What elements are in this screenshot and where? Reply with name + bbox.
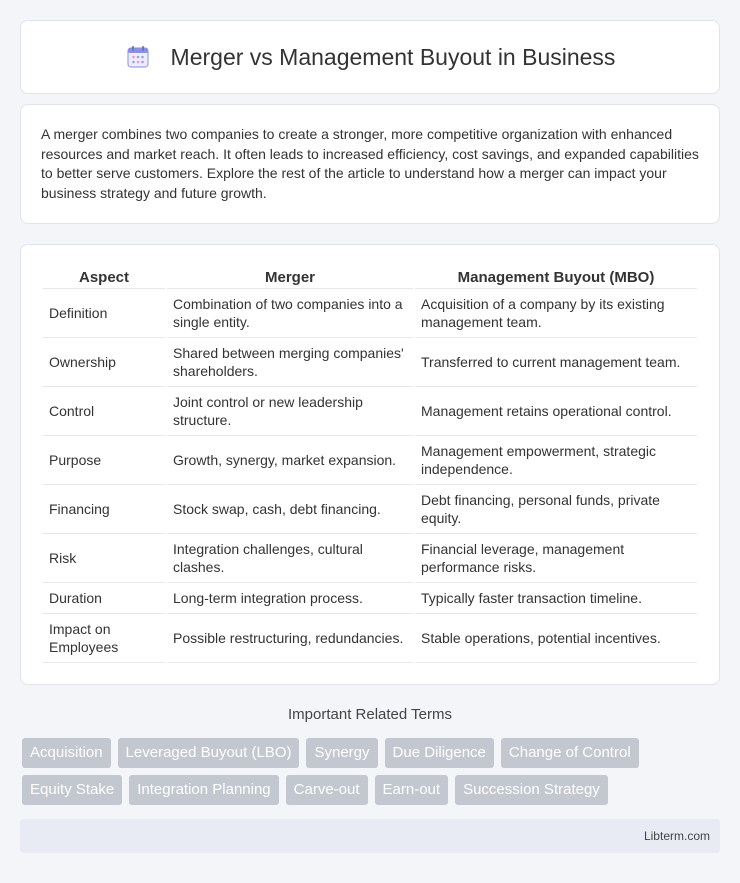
cell-aspect: Control [43, 387, 165, 436]
cell-aspect: Purpose [43, 436, 165, 485]
footer-brand-link[interactable]: Libterm.com [643, 829, 710, 843]
table-row [43, 534, 697, 583]
cell-mbo: Debt financing, personal funds, private equity. [415, 485, 697, 534]
table-row [43, 583, 697, 614]
related-term-tag[interactable]: Synergy [306, 738, 377, 768]
related-term-tag[interactable]: Earn-out [375, 775, 449, 805]
related-terms-heading: Important Related Terms [288, 706, 452, 723]
table-row [43, 289, 697, 338]
header-mbo: Management Buyout (MBO) [415, 265, 697, 289]
cell-merger: Possible restructuring, redundancies. [167, 614, 413, 663]
cell-mbo: Transferred to current management team. [415, 338, 697, 387]
table-row [43, 485, 697, 534]
related-term-tag[interactable]: Integration Planning [129, 775, 278, 805]
cell-aspect: Impact on Employees [43, 614, 165, 663]
related-term-tag[interactable]: Acquisition [22, 738, 111, 768]
cell-merger: Shared between merging companies' shareholders. [167, 338, 413, 387]
cell-merger: Stock swap, cash, debt financing. [167, 485, 413, 534]
table-header-row [43, 265, 697, 289]
cell-aspect: Financing [43, 485, 165, 534]
related-term-tag[interactable]: Leveraged Buyout (LBO) [118, 738, 300, 768]
table-row [43, 338, 697, 387]
cell-merger: Growth, synergy, market expansion. [167, 436, 413, 485]
cell-merger: Long-term integration process. [167, 583, 413, 614]
cell-mbo: Financial leverage, management performance risks. [415, 534, 697, 583]
related-terms-list [22, 738, 722, 805]
related-term-tag[interactable]: Equity Stake [22, 775, 122, 805]
cell-mbo: Acquisition of a company by its existing management team. [415, 289, 697, 338]
related-term-tag[interactable]: Carve-out [286, 775, 368, 805]
calendar-icon [125, 44, 151, 70]
footer [20, 819, 720, 853]
header-merger: Merger [167, 265, 413, 289]
cell-merger: Combination of two companies into a single entity. [167, 289, 413, 338]
cell-mbo: Management empowerment, strategic independence. [415, 436, 697, 485]
cell-aspect: Duration [43, 583, 165, 614]
page-title: Merger vs Management Buyout in Business [170, 43, 616, 70]
header-aspect: Aspect [43, 265, 165, 289]
cell-aspect: Ownership [43, 338, 165, 387]
cell-aspect: Risk [43, 534, 165, 583]
cell-mbo: Typically faster transaction timeline. [415, 583, 697, 614]
comparison-card [20, 244, 720, 685]
cell-mbo: Management retains operational control. [415, 387, 697, 436]
cell-merger: Integration challenges, cultural clashes. [167, 534, 413, 583]
title-card [20, 20, 720, 94]
cell-merger: Joint control or new leadership structure. [167, 387, 413, 436]
table-row [43, 387, 697, 436]
table-row [43, 614, 697, 663]
cell-mbo: Stable operations, potential incentives. [415, 614, 697, 663]
related-term-tag[interactable]: Succession Strategy [455, 775, 608, 805]
intro-card [20, 104, 720, 224]
intro-paragraph: A merger combines two companies to create a stronger, more competitive organization with enhanced resources and market reach. It often leads to increased efficiency, cost savings, and expanded capabilities to better serve customers. Explore the rest of the article to understand how a merger can impact your business strategy and future growth. [41, 126, 699, 201]
cell-aspect: Definition [43, 289, 165, 338]
related-term-tag[interactable]: Change of Control [501, 738, 639, 768]
comparison-table [41, 265, 699, 663]
related-term-tag[interactable]: Due Diligence [385, 738, 494, 768]
table-row [43, 436, 697, 485]
